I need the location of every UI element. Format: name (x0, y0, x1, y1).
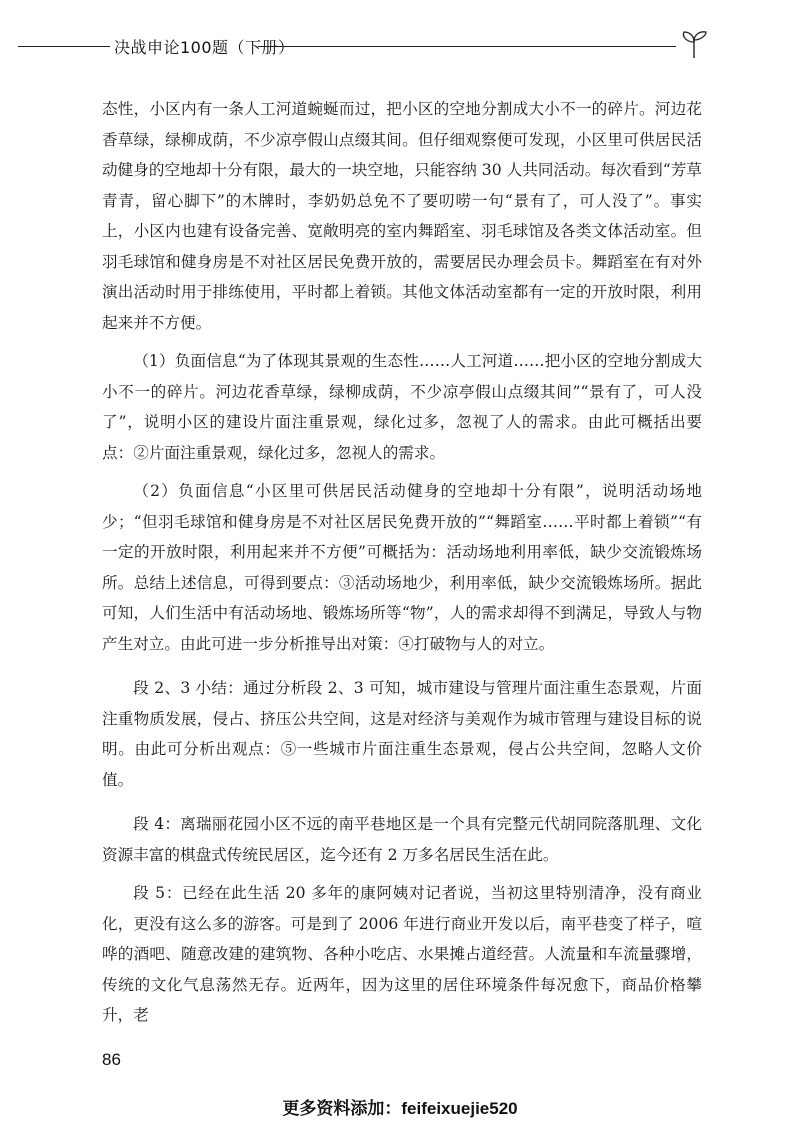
footer-note (0, 1094, 800, 1119)
footer-label: 更多资料添加： (282, 1099, 402, 1119)
sprout-icon (676, 30, 712, 60)
running-header (0, 28, 800, 68)
analysis-point-1: （1）负面信息“为了体现其景观的生态性……人工河道……把小区的空地分割成大小不一的碎片。河边花香草绿，绿柳成荫，不少凉亭假山点缀其间”“景有了，可人没了”，说明小区的建设片面注重景观，绿化过多，忽视了人的需求。由此可概括出要点：②片面注重景观，绿化过多，忽视人的需求。 (102, 352, 702, 462)
paragraph-5: 段 5：已经在此生活 20 多年的康阿姨对记者说，当初这里特别清净，没有商业化，更没有这么多的游客。可是到了 2006 年进行商业开发以后，南平巷变了样子，喧哗的酒吧、随意改建的建筑物、各种小吃店、水果摊占道经营。人流量和车流量骤增，传统的文化气息荡然无存。近两年，因为这里的居住环境条件每况愈下，商品价格攀升，老 (102, 884, 702, 1024)
section-summary: 段 2、3 小结：通过分析段 2、3 可知，城市建设与管理片面注重生态景观，片面注重物质发展，侵占、挤压公共空间，这是对经济与美观作为城市管理与建设目标的说明。由此可分析出观点：⑤一些城市片面注重生态景观，侵占公共空间，忽略人文价值。 (102, 679, 702, 789)
page-number: 86 (102, 1050, 121, 1069)
header-rule-right (258, 46, 676, 47)
page-body (102, 94, 702, 1031)
book-title: 决战申论100题（下册） (114, 38, 295, 57)
header-rule-left (18, 46, 110, 47)
paragraph-continued: 态性，小区内有一条人工河道蜿蜒而过，把小区的空地分割成大小不一的碎片。河边花香草绿，绿柳成荫，不少凉亭假山点缀其间。但仔细观察便可发现，小区里可供居民活动健身的空地却十分有限，最大的一块空地，只能容纳 30 人共同活动。每次看到“芳草青青，留心脚下”的木牌时，李奶奶总免不了要叨唠一句“景有了，可人没了”。事实上，小区内也建有设备完善、宽敞明亮的室内舞蹈室、羽毛球馆及各类文体活动室。但羽毛球馆和健身房是不对社区居民免费开放的，需要居民办理会员卡。舞蹈室在有对外演出活动时用于排练使用，平时都上着锁。其他文体活动室都有一定的开放时限，利用起来并不方便。 (102, 100, 702, 332)
footer-handle: feifeixuejie520 (401, 1099, 518, 1118)
analysis-point-2: （2）负面信息“小区里可供居民活动健身的空地却十分有限”，说明活动场地少；“但羽毛球馆和健身房是不对社区居民免费开放的”“舞蹈室……平时都上着锁”“有一定的开放时限，利用起来并不方便”可概括为：活动场地利用率低，缺少交流锻炼场所。总结上述信息，可得到要点：③活动场地少，利用率低，缺少交流锻炼场所。据此可知，人们生活中有活动场地、锻炼场所等“物”，人的需求却得不到满足，导致人与物产生对立。由此可进一步分析推导出对策：④打破物与人的对立。 (102, 482, 702, 653)
paragraph-4: 段 4：离瑞丽花园小区不远的南平巷地区是一个具有完整元代胡同院落肌理、文化资源丰富的棋盘式传统民居区，迄今还有 2 万多名居民生活在此。 (102, 815, 702, 864)
